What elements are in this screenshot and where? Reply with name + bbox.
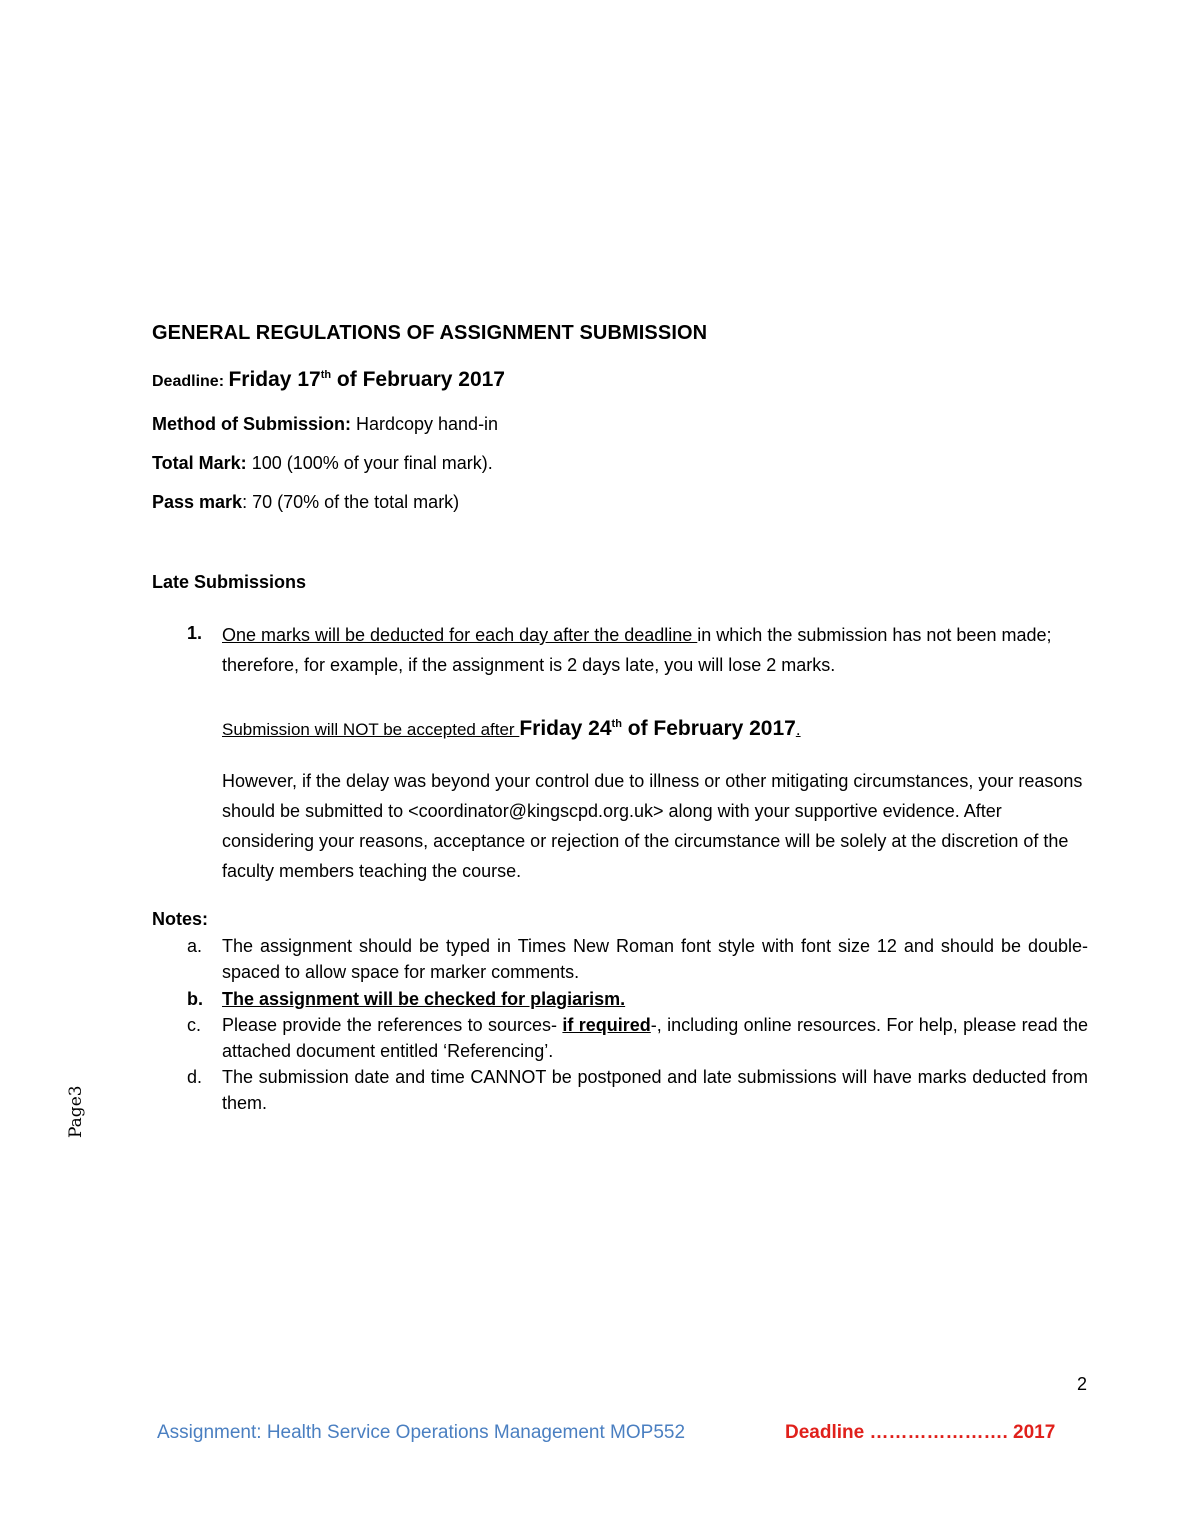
late-item-underlined: One marks will be deducted for each day after the deadline	[222, 625, 698, 645]
note-c-text: Please provide the references to sources- if required-, including online resources. For help, please read the attached document entitled ‘Referencing’.	[222, 1015, 1089, 1061]
late-item-rest: in which the submission has not been made; therefore, for example, if the assignment is 2 days late, you will lose 2 marks.	[222, 625, 1052, 675]
note-b-text: The assignment will be checked for plagiarism.	[222, 989, 626, 1009]
side-page-label: Page3	[66, 1085, 86, 1138]
note-a-letter: a.	[187, 936, 203, 956]
deadline-line	[152, 368, 505, 392]
not-accepted-line: Submission will NOT be accepted after Friday 24th of February 2017.	[222, 717, 801, 740]
late-item-number: 1.	[187, 623, 203, 643]
note-c-letter: c.	[187, 1015, 202, 1035]
footer-deadline: Deadline …………………. 2017	[785, 1422, 1056, 1443]
page-number: 2	[1077, 1374, 1088, 1394]
pass-mark	[152, 492, 459, 513]
method-label: Method of Submission:	[152, 414, 351, 434]
note-d-letter: d.	[187, 1067, 203, 1087]
total-mark-value: 100 (100% of your final mark).	[246, 453, 493, 473]
note-a-text: The assignment should be typed in Times New Roman font style with font size 12 and should be double-spaced to allow space for marker comments.	[222, 936, 1088, 982]
late-item-text	[222, 620, 1088, 680]
page-title: GENERAL REGULATIONS OF ASSIGNMENT SUBMISSION	[152, 322, 708, 344]
footer-assignment-title: Assignment: Health Service Operations Management MOP552	[157, 1422, 686, 1443]
note-c-emphasis: if required	[562, 1015, 651, 1035]
deadline-value: Friday 17th of February 2017	[228, 368, 505, 391]
deadline-label: Deadline:	[152, 373, 225, 390]
late-submissions-heading: Late Submissions	[152, 572, 307, 592]
method-of-submission	[152, 414, 498, 435]
not-accepted-date: Friday 24th of February 2017	[519, 717, 796, 740]
pass-mark-value: : 70 (70% of the total mark)	[242, 492, 460, 512]
total-mark	[152, 453, 493, 474]
note-d-text: The submission date and time CANNOT be postponed and late submissions will have marks deducted from them.	[222, 1067, 1088, 1113]
note-b-letter: b.	[187, 989, 203, 1009]
pass-mark-label: Pass mark	[152, 492, 243, 512]
total-mark-label: Total Mark:	[152, 453, 247, 473]
notes-heading: Notes:	[152, 909, 209, 929]
mitigating-circumstances-text: However, if the delay was beyond your control due to illness or other mitigating circumstances, your reasons should be submitted to <coordinator@kingscpd.org.uk> along with your supportive evidence. After considering your reasons, acceptance or rejection of the circumstance will be solely at the discretion of the faculty members teaching the course.	[222, 771, 1083, 881]
method-value: Hardcopy hand-in	[350, 414, 499, 434]
